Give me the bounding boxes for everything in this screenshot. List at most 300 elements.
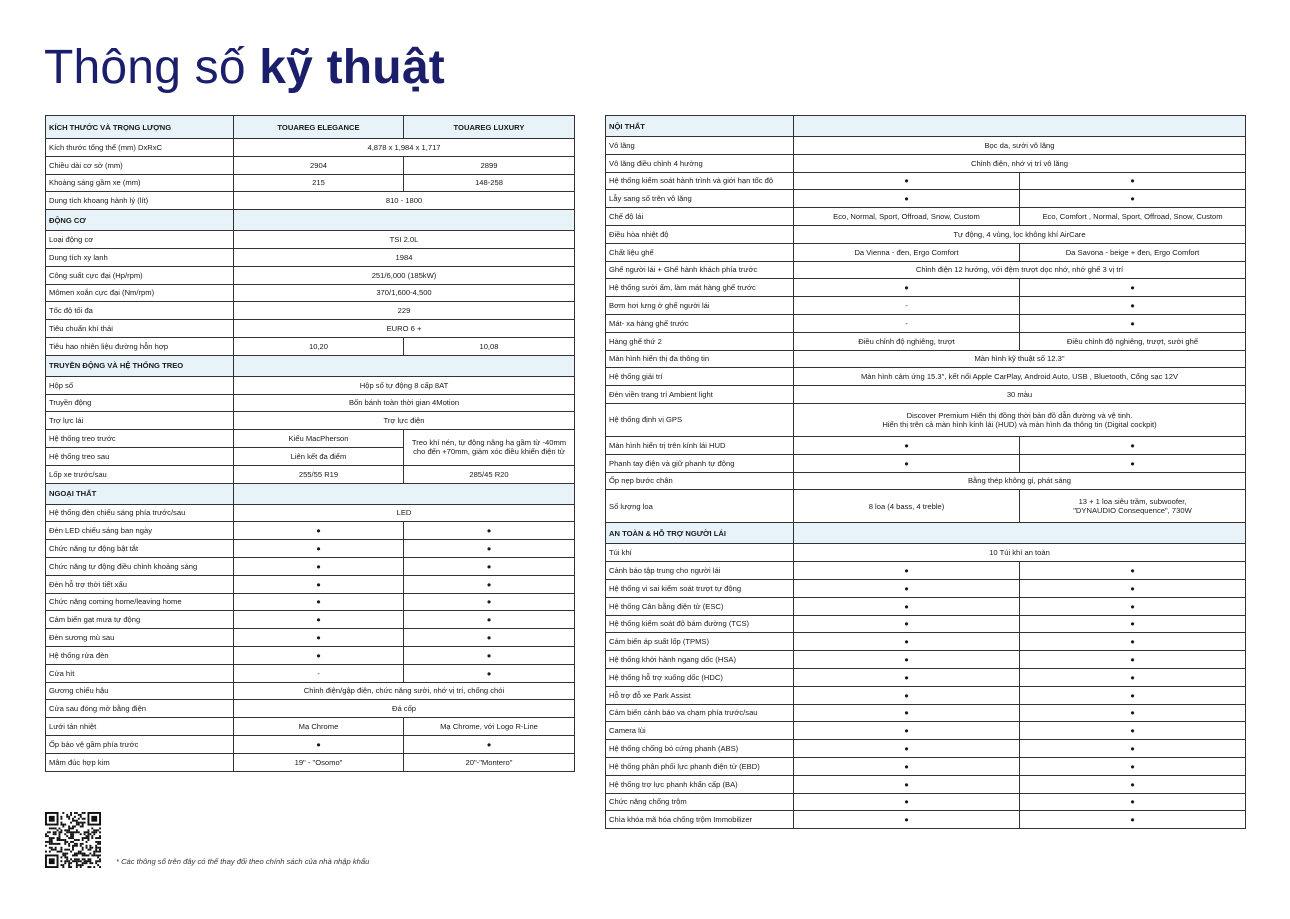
table-row <box>606 472 1246 490</box>
spec-value-elegance: ● <box>234 522 404 540</box>
spec-value-luxury <box>404 575 575 593</box>
table-row <box>46 174 575 192</box>
spec-label: Camera lùi <box>606 722 794 740</box>
spec-value-elegance: ● <box>234 557 404 575</box>
spec-value-elegance: 215 <box>234 174 404 192</box>
spec-label: Vô lăng <box>606 137 794 155</box>
spec-value-line: Hộp số tự động 8 cấp 8AT <box>359 380 449 390</box>
table-row <box>606 544 1246 562</box>
spec-value-luxury <box>1020 704 1246 722</box>
spec-label: Màn hình hiển thị đa thông tin <box>606 350 794 368</box>
spec-label: Cửa sau đóng mở bằng điện <box>46 700 234 718</box>
spec-label: Cảnh báo tập trung cho người lái <box>606 562 794 580</box>
spec-value-line: "DYNAUDIO Consequence", 730W <box>1073 506 1192 516</box>
table-row <box>606 332 1246 350</box>
spec-label: Hệ thống hỗ trợ xuống dốc (HDC) <box>606 668 794 686</box>
spec-label: Chiều dài cơ sở (mm) <box>46 156 234 174</box>
table-row <box>46 284 575 302</box>
table-row <box>46 320 575 338</box>
spec-value-luxury <box>1020 651 1246 669</box>
spec-value-line: ● <box>1130 601 1135 611</box>
spec-value-luxury <box>404 522 575 540</box>
spec-value-both <box>794 544 1246 562</box>
spec-value-elegance: 8 loa (4 bass, 4 treble) <box>794 490 1020 523</box>
spec-value-luxury <box>1020 208 1246 226</box>
section-title: ĐỘNG CƠ <box>46 210 234 231</box>
spec-value-line: ● <box>486 739 492 749</box>
table-row <box>606 793 1246 811</box>
spec-label: Hệ thống treo sau <box>46 447 234 465</box>
spec-label: Hàng ghế thứ 2 <box>606 332 794 350</box>
spec-value-both <box>234 320 575 338</box>
spec-label: Mát- xa hàng ghế trước <box>606 314 794 332</box>
spec-value-both <box>794 137 1246 155</box>
spec-label: Dung tích khoang hành lý (lít) <box>46 192 234 210</box>
table-row <box>606 225 1246 243</box>
spec-value-line: ● <box>1130 583 1135 593</box>
spec-value-luxury <box>1020 615 1246 633</box>
spec-value-elegance: Điều chỉnh độ nghiêng, trượt <box>794 332 1020 350</box>
spec-value-line: 10,08 <box>479 341 499 351</box>
spec-value-both <box>794 403 1246 436</box>
table-row <box>46 540 575 558</box>
spec-value-line: Discover Premium Hiển thị đồng thời bản đồ dẫn đường và vệ tinh. <box>906 410 1133 420</box>
spec-value-luxury <box>404 735 575 753</box>
spec-label: Cảm biến áp suất lốp (TPMS) <box>606 633 794 651</box>
spec-value-both <box>234 192 575 210</box>
spec-value-line: ● <box>1130 318 1135 328</box>
table-row <box>46 646 575 664</box>
spec-value-luxury <box>1020 793 1246 811</box>
section-filler <box>794 116 1246 137</box>
spec-value-both <box>234 302 575 320</box>
spec-label: Điều hòa nhiệt độ <box>606 225 794 243</box>
spec-value-both <box>234 394 575 412</box>
spec-value-both <box>234 231 575 249</box>
spec-value-luxury <box>1020 297 1246 315</box>
table-row <box>606 350 1246 368</box>
spec-value-line: Treo khí nén, tự động nâng hạ gầm từ -40mm cho đến +70mm, giảm xóc điều khiển điện tử <box>411 438 567 457</box>
table-row <box>606 137 1246 155</box>
spec-label: Chức năng tự động bật tắt <box>46 540 234 558</box>
spec-value-line: Chỉnh điện, nhớ vị trí vô lăng <box>970 158 1068 168</box>
spec-label: Hệ thống đèn chiếu sáng phía trước/sau <box>46 504 234 522</box>
spec-value-luxury <box>1020 314 1246 332</box>
spec-value-elegance: ● <box>234 575 404 593</box>
spec-value-line: Bọc da, sưởi vô lăng <box>984 140 1055 150</box>
spec-value-line: Bốn bánh toàn thời gian 4Motion <box>348 398 460 408</box>
spec-value-line: Điều chỉnh độ nghiêng, trượt, sưởi ghế <box>1066 336 1199 346</box>
spec-value-luxury <box>1020 775 1246 793</box>
page-title <box>44 38 445 98</box>
spec-value-line: Màn hình kỹ thuật số 12.3" <box>974 354 1065 364</box>
spec-value-line: 810 - 1800 <box>385 196 423 206</box>
spec-label: Mâm đúc hợp kim <box>46 753 234 771</box>
spec-value-elegance: - <box>234 664 404 682</box>
spec-value-line: Đá cốp <box>391 704 417 714</box>
spec-value-line: Chỉnh điện/gập điện, chức năng sưởi, nhớ vị trí, chống chói <box>303 686 505 696</box>
table-row <box>46 557 575 575</box>
spec-value-line: ● <box>486 561 492 571</box>
spec-label: Ghế người lái + Ghế hành khách phía trước <box>606 261 794 279</box>
spec-label: Truyền động <box>46 394 234 412</box>
table-row <box>606 279 1246 297</box>
table-row <box>46 735 575 753</box>
table-row <box>606 704 1246 722</box>
spec-value-luxury <box>1020 740 1246 758</box>
spec-value-luxury <box>1020 722 1246 740</box>
spec-label: Mômen xoắn cực đại (Nm/rpm) <box>46 284 234 302</box>
spec-value-elegance: ● <box>234 646 404 664</box>
spec-value-elegance: ● <box>794 740 1020 758</box>
spec-value-line: ● <box>486 633 492 643</box>
spec-value-elegance: 10,20 <box>234 337 404 355</box>
spec-value-line: ● <box>1130 566 1135 576</box>
spec-label: Cảm biến cảnh báo va chạm phía trước/sau <box>606 704 794 722</box>
spec-value-line: Mạ Chrome, với Logo R-Line <box>440 722 538 731</box>
spec-value-line: Bằng thép không gỉ, phát sáng <box>967 476 1072 486</box>
table-row <box>606 811 1246 829</box>
table-row <box>606 615 1246 633</box>
table-row <box>46 302 575 320</box>
spec-value-elegance: ● <box>234 611 404 629</box>
section-row <box>606 116 1246 137</box>
table-row <box>606 386 1246 404</box>
spec-label: Số lượng loa <box>606 490 794 523</box>
spec-value-elegance: Eco, Normal, Sport, Offroad, Snow, Custom <box>794 208 1020 226</box>
section-row <box>46 355 575 376</box>
spec-value-line: ● <box>1130 708 1135 718</box>
spec-label: Chức năng chống trộm <box>606 793 794 811</box>
table-row <box>606 454 1246 472</box>
spec-value-line: ● <box>1130 726 1135 736</box>
table-row <box>46 611 575 629</box>
spec-value-both <box>794 350 1246 368</box>
table-row <box>46 376 575 394</box>
spec-value-line: 2899 <box>480 160 498 170</box>
spec-value-line: ● <box>1130 690 1135 700</box>
spec-value-elegance: ● <box>794 579 1020 597</box>
table-row <box>46 682 575 700</box>
spec-value-elegance: ● <box>794 172 1020 190</box>
spec-label: Hộp số <box>46 376 234 394</box>
spec-value-line: ● <box>1130 637 1135 647</box>
spec-label: Túi khí <box>606 544 794 562</box>
spec-value-elegance: 255/55 R19 <box>234 465 404 483</box>
spec-value-luxury <box>1020 243 1246 261</box>
spec-value-luxury <box>404 718 575 736</box>
spec-label: Phanh tay điện và giữ phanh tự động <box>606 454 794 472</box>
spec-value-luxury <box>1020 454 1246 472</box>
spec-value-luxury <box>1020 332 1246 350</box>
spec-value-elegance: ● <box>794 436 1020 454</box>
spec-value-both <box>234 700 575 718</box>
table-row <box>606 775 1246 793</box>
spec-value-elegance: ● <box>794 793 1020 811</box>
title-normal: Thông số <box>44 41 246 94</box>
spec-value-both <box>234 682 575 700</box>
spec-value-elegance: ● <box>794 190 1020 208</box>
section-filler <box>234 355 575 376</box>
column-header: TOUAREG LUXURY <box>404 116 575 139</box>
table-row <box>46 718 575 736</box>
spec-value-line: Tự động, 4 vùng, lọc không khí AirCare <box>953 229 1086 239</box>
spec-label: Hệ thống chống bó cứng phanh (ABS) <box>606 740 794 758</box>
spec-value-elegance: ● <box>794 811 1020 829</box>
table-row <box>46 593 575 611</box>
spec-value-line: ● <box>486 650 492 660</box>
spec-value-line: ● <box>1130 672 1135 682</box>
table-row <box>606 651 1246 669</box>
section-row <box>606 523 1246 544</box>
spec-value-line: ● <box>1130 301 1135 311</box>
table-row <box>46 465 575 483</box>
table-row <box>606 368 1246 386</box>
spec-label: Đèn sương mù sau <box>46 629 234 647</box>
table-row <box>606 190 1246 208</box>
spec-value-line: ● <box>486 526 492 536</box>
table-row <box>606 208 1246 226</box>
table-header-row <box>46 116 575 139</box>
table-row <box>46 139 575 157</box>
spec-value-luxury <box>1020 172 1246 190</box>
table-row <box>606 597 1246 615</box>
spec-value-elegance: ● <box>794 668 1020 686</box>
spec-value-luxury <box>1020 597 1246 615</box>
spec-value-line: Hiển thị trên cả màn hình kính lái (HUD) và màn hình đa thông tin (Digital cockpit) <box>882 419 1157 429</box>
spec-table-right <box>605 115 1246 829</box>
table-row <box>606 722 1246 740</box>
table-row <box>46 522 575 540</box>
section-filler <box>794 523 1246 544</box>
spec-value-luxury <box>1020 190 1246 208</box>
spec-value-line: 285/45 R20 <box>469 469 509 479</box>
spec-value-both <box>234 504 575 522</box>
spec-value-line: ● <box>486 668 492 678</box>
spec-label: Hệ thống kiểm soát hành trình và giới hạn tốc độ <box>606 172 794 190</box>
spec-value-both <box>234 284 575 302</box>
spec-value-luxury <box>404 629 575 647</box>
section-title: NỘI THẤT <box>606 116 794 137</box>
table-row <box>46 504 575 522</box>
table-row <box>606 261 1246 279</box>
spec-label: Đèn LED chiếu sáng ban ngày <box>46 522 234 540</box>
spec-value-line: 4,878 x 1,984 x 1,717 <box>367 142 441 152</box>
spec-label: Kích thước tổng thể (mm) DxRxC <box>46 139 234 157</box>
spec-label: Dung tích xy lanh <box>46 248 234 266</box>
table-row <box>606 686 1246 704</box>
spec-value-luxury <box>404 337 575 355</box>
spec-label: Lốp xe trước/sau <box>46 465 234 483</box>
spec-value-both <box>794 472 1246 490</box>
spec-value-elegance: ● <box>794 757 1020 775</box>
spec-value-elegance: ● <box>794 597 1020 615</box>
spec-label: Hỗ trợ đỗ xe Park Assist <box>606 686 794 704</box>
spec-value-line: 13 + 1 loa siêu trầm, subwoofer, <box>1078 497 1187 507</box>
spec-value-line: ● <box>486 544 492 554</box>
column-header: KÍCH THƯỚC VÀ TRỌNG LƯỢNG <box>46 116 234 139</box>
spec-value-line: 251/6,000 (185kW) <box>371 270 437 280</box>
spec-value-elegance: Mạ Chrome <box>234 718 404 736</box>
spec-label: Hệ thống phân phối lực phanh điện tử (EBD) <box>606 757 794 775</box>
spec-label: Vô lăng điều chỉnh 4 hướng <box>606 154 794 172</box>
table-row <box>606 314 1246 332</box>
table-row <box>606 740 1246 758</box>
spec-value-line: Eco, Comfort , Normal, Sport, Offroad, Snow, Custom <box>1042 212 1223 222</box>
table-row <box>46 412 575 430</box>
spec-value-line: 1984 <box>395 252 413 262</box>
table-row <box>46 248 575 266</box>
spec-value-luxury <box>404 646 575 664</box>
spec-label: Ốp bảo vệ gầm phía trước <box>46 735 234 753</box>
spec-value-both <box>794 368 1246 386</box>
spec-label: Tiêu chuẩn khí thải <box>46 320 234 338</box>
table-row <box>606 154 1246 172</box>
spec-label: Hệ thống Cân bằng điện tử (ESC) <box>606 597 794 615</box>
spec-value-luxury <box>404 465 575 483</box>
spec-value-both <box>794 261 1246 279</box>
spec-value-line: Trợ lực điện <box>383 416 425 426</box>
spec-value-luxury <box>1020 686 1246 704</box>
table-row <box>46 575 575 593</box>
table-row <box>606 172 1246 190</box>
section-title: TRUYỀN ĐỘNG VÀ HỆ THỐNG TREO <box>46 355 234 376</box>
spec-label: Lẫy sang số trên vô lăng <box>606 190 794 208</box>
table-row <box>46 231 575 249</box>
spec-value-elegance: ● <box>794 651 1020 669</box>
spec-value-elegance: ● <box>234 629 404 647</box>
spec-value-elegance: Kiểu MacPherson <box>234 430 404 448</box>
spec-label: Hệ thống rửa đèn <box>46 646 234 664</box>
spec-value-both <box>794 154 1246 172</box>
spec-value-line: 20"-"Montero" <box>465 757 513 767</box>
spec-value-luxury <box>1020 811 1246 829</box>
table-row <box>46 430 575 448</box>
spec-label: Loại động cơ <box>46 231 234 249</box>
spec-table-left <box>45 115 575 772</box>
table-row <box>46 700 575 718</box>
spec-value-line: LED <box>396 508 412 518</box>
spec-label: Bơm hơi lưng ở ghế người lái <box>606 297 794 315</box>
spec-value-line: ● <box>1130 458 1135 468</box>
spec-value-luxury <box>1020 668 1246 686</box>
spec-value-line: 30 màu <box>1006 390 1033 400</box>
spec-value-both <box>234 139 575 157</box>
table-row <box>46 664 575 682</box>
spec-label: Ốp nẹp bước chân <box>606 472 794 490</box>
spec-label: Tốc độ tối đa <box>46 302 234 320</box>
table-row <box>46 192 575 210</box>
spec-value-luxury <box>1020 436 1246 454</box>
spec-value-line: 370/1,600-4,500 <box>376 288 432 298</box>
spec-value-elegance: ● <box>794 615 1020 633</box>
spec-label: Đèn hỗ trợ thời tiết xấu <box>46 575 234 593</box>
spec-value-luxury <box>404 753 575 771</box>
spec-value-luxury <box>1020 757 1246 775</box>
spec-value-luxury <box>404 593 575 611</box>
spec-value-line: ● <box>486 615 492 625</box>
spec-value-line: ● <box>1130 779 1135 789</box>
table-row <box>606 633 1246 651</box>
spec-value-luxury <box>404 156 575 174</box>
table-row <box>46 629 575 647</box>
spec-label: Chức năng coming home/leaving home <box>46 593 234 611</box>
spec-value-line: ● <box>1130 797 1135 807</box>
spec-value-line: ● <box>1130 194 1135 204</box>
spec-value-elegance: ● <box>794 775 1020 793</box>
table-row <box>606 579 1246 597</box>
spec-label: Cảm biến gạt mưa tự động <box>46 611 234 629</box>
spec-value-both <box>234 412 575 430</box>
spec-value-luxury <box>404 611 575 629</box>
spec-label: Chức năng tự động điều chỉnh khoảng sáng <box>46 557 234 575</box>
table-row <box>46 394 575 412</box>
spec-value-line: 10 Túi khí an toàn <box>989 548 1050 558</box>
spec-value-both <box>234 248 575 266</box>
table-row <box>46 337 575 355</box>
table-row <box>606 562 1246 580</box>
spec-value-luxury <box>1020 562 1246 580</box>
spec-value-luxury <box>404 174 575 192</box>
spec-value-line: Chỉnh điện 12 hướng, với đệm trượt dọc nhớ, nhớ ghế 3 vị trí <box>915 265 1124 275</box>
spec-value-elegance: ● <box>234 540 404 558</box>
spec-label: Chìa khóa mã hóa chống trộm Immobilizer <box>606 811 794 829</box>
spec-value-line: ● <box>1130 283 1135 293</box>
spec-value-luxury <box>1020 633 1246 651</box>
spec-value-line: ● <box>1130 815 1135 825</box>
spec-value-elegance: - <box>794 297 1020 315</box>
spec-value-line: Màn hình cảm ứng 15.3", kết nối Apple CarPlay, Android Auto, USB , Bluetooth, Cổng sạc 12V <box>860 372 1179 382</box>
table-row <box>606 243 1246 261</box>
spec-value-line: ● <box>486 579 492 589</box>
spec-value-both <box>794 225 1246 243</box>
table-row <box>606 297 1246 315</box>
spec-label: Khoảng sáng gầm xe (mm) <box>46 174 234 192</box>
spec-value-elegance: ● <box>794 454 1020 472</box>
spec-value-line: ● <box>1130 761 1135 771</box>
spec-value-elegance: Liên kết đa điểm <box>234 447 404 465</box>
spec-label: Cửa hít <box>46 664 234 682</box>
spec-value-line: ● <box>1130 176 1135 186</box>
spec-label: Màn hình hiển trị trên kính lái HUD <box>606 436 794 454</box>
spec-value-both <box>234 266 575 284</box>
spec-label: Hệ thống định vị GPS <box>606 403 794 436</box>
table-row <box>606 757 1246 775</box>
spec-value-elegance: - <box>794 314 1020 332</box>
spec-value-both <box>794 386 1246 404</box>
spec-label: Hệ thống treo trước <box>46 430 234 448</box>
spec-label: Hệ thống trợ lực phanh khẩn cấp (BA) <box>606 775 794 793</box>
spec-label: Hệ thống vi sai kiểm soát trượt tự động <box>606 579 794 597</box>
spec-value-elegance: Da Vienna - đen, Ergo Comfort <box>794 243 1020 261</box>
spec-label: Hệ thống sưởi ấm, làm mát hàng ghế trước <box>606 279 794 297</box>
section-title: NGOẠI THẤT <box>46 483 234 504</box>
spec-label: Trợ lực lái <box>46 412 234 430</box>
spec-value-luxury <box>404 557 575 575</box>
spec-value-luxury <box>404 664 575 682</box>
spec-value-line: ● <box>1130 440 1135 450</box>
section-row <box>46 483 575 504</box>
spec-value-elegance: ● <box>234 593 404 611</box>
spec-value-both <box>234 376 575 394</box>
spec-value-line: 229 <box>397 306 411 316</box>
spec-value-line: Da Savona - beige + đen, Ergo Comfort <box>1065 247 1200 257</box>
spec-value-luxury <box>404 540 575 558</box>
title-bold: kỹ thuật <box>259 41 445 94</box>
spec-value-luxury <box>1020 490 1246 523</box>
spec-label: Lưới tản nhiệt <box>46 718 234 736</box>
table-row <box>606 668 1246 686</box>
